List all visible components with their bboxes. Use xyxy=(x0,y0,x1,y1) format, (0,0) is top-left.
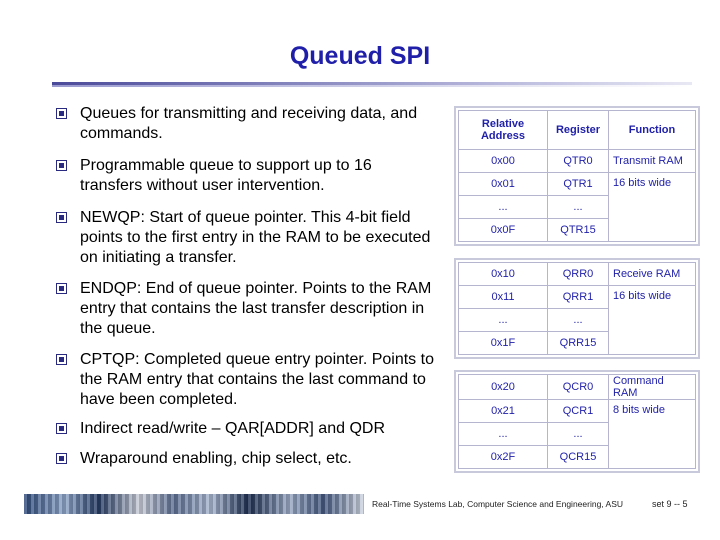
checkbox-bullet-icon xyxy=(56,283,67,294)
table-row xyxy=(459,286,696,309)
address-cell: ... xyxy=(459,423,548,446)
underline-shadow xyxy=(52,85,692,87)
address-cell: 0x11 xyxy=(459,286,548,309)
function-cell: Transmit RAM xyxy=(609,150,696,173)
slide-title xyxy=(0,42,720,71)
checkbox-bullet-icon xyxy=(56,212,67,223)
address-cell: 0x0F xyxy=(459,219,548,242)
register-cell: ... xyxy=(548,196,609,219)
command-ram-table xyxy=(458,374,696,469)
bullet-item xyxy=(56,279,436,339)
bullet-text: Indirect read/write – QAR[ADDR] and QDR xyxy=(80,420,385,437)
bullet-item xyxy=(56,449,436,469)
bullet-text: Queues for transmitting and receiving data, and commands. xyxy=(80,105,418,142)
address-cell: 0x10 xyxy=(459,263,548,286)
register-cell: QCR0 xyxy=(548,375,609,400)
bullet-text: ENDQP: End of queue pointer. Points to the RAM entry that contains the last transfer description in the queue. xyxy=(80,280,432,337)
bullet-item xyxy=(56,104,436,144)
page-number: set 9 -- 5 xyxy=(652,499,688,509)
register-cell: QCR15 xyxy=(548,446,609,469)
function-cell: 16 bits wide xyxy=(609,173,696,242)
register-cell: ... xyxy=(548,309,609,332)
register-cell: QRR15 xyxy=(548,332,609,355)
bullet-text: CPTQP: Completed queue entry pointer. Points to the RAM entry that contains the last command to have been completed. xyxy=(80,351,434,408)
function-cell: 8 bits wide xyxy=(609,400,696,469)
checkbox-bullet-icon xyxy=(56,160,67,171)
slide-title-text: Queued SPI xyxy=(289,42,431,70)
register-cell: QRR1 xyxy=(548,286,609,309)
bullet-text: Wraparound enabling, chip select, etc. xyxy=(80,450,352,467)
receive-ram-table xyxy=(458,262,696,355)
table-row xyxy=(459,375,696,400)
register-cell: QTR0 xyxy=(548,150,609,173)
bullet-item xyxy=(56,208,436,268)
checkbox-bullet-icon xyxy=(56,108,67,119)
register-cell: QTR1 xyxy=(548,173,609,196)
register-cell: QCR1 xyxy=(548,400,609,423)
bullet-list xyxy=(56,104,436,469)
bullet-item xyxy=(56,350,436,410)
address-cell: 0x00 xyxy=(459,150,548,173)
address-cell: 0x20 xyxy=(459,375,548,400)
header-function: Function xyxy=(609,111,696,150)
footer-banner-image xyxy=(24,494,364,514)
transmit-ram-table xyxy=(458,110,696,242)
checkbox-bullet-icon xyxy=(56,423,67,434)
checkbox-bullet-icon xyxy=(56,354,67,365)
header-register: Register xyxy=(548,111,609,150)
address-cell: 0x1F xyxy=(459,332,548,355)
bullet-text: Programmable queue to support up to 16 transfers without user intervention. xyxy=(80,157,372,194)
bullet-item xyxy=(56,156,436,196)
register-cell: QRR0 xyxy=(548,263,609,286)
table-row xyxy=(459,263,696,286)
register-cell: ... xyxy=(548,423,609,446)
bullet-item xyxy=(56,419,436,439)
table-row xyxy=(459,173,696,196)
address-cell: ... xyxy=(459,309,548,332)
address-cell: 0x2F xyxy=(459,446,548,469)
table-row xyxy=(459,150,696,173)
address-cell: 0x01 xyxy=(459,173,548,196)
address-cell: ... xyxy=(459,196,548,219)
footer-text: Real-Time Systems Lab, Computer Science and Engineering, ASU xyxy=(372,499,624,509)
title-underline xyxy=(52,82,692,88)
checkbox-bullet-icon xyxy=(56,453,67,464)
header-relative-address: Relative Address xyxy=(459,111,548,150)
function-cell: Command RAM xyxy=(609,375,696,400)
table-header-row xyxy=(459,111,696,150)
register-cell: QTR15 xyxy=(548,219,609,242)
address-cell: 0x21 xyxy=(459,400,548,423)
function-cell: Receive RAM xyxy=(609,263,696,286)
function-cell: 16 bits wide xyxy=(609,286,696,355)
table-row xyxy=(459,400,696,423)
bullet-text: NEWQP: Start of queue pointer. This 4-bit field points to the first entry in the RAM to be executed on initiating a transfer. xyxy=(80,209,431,266)
